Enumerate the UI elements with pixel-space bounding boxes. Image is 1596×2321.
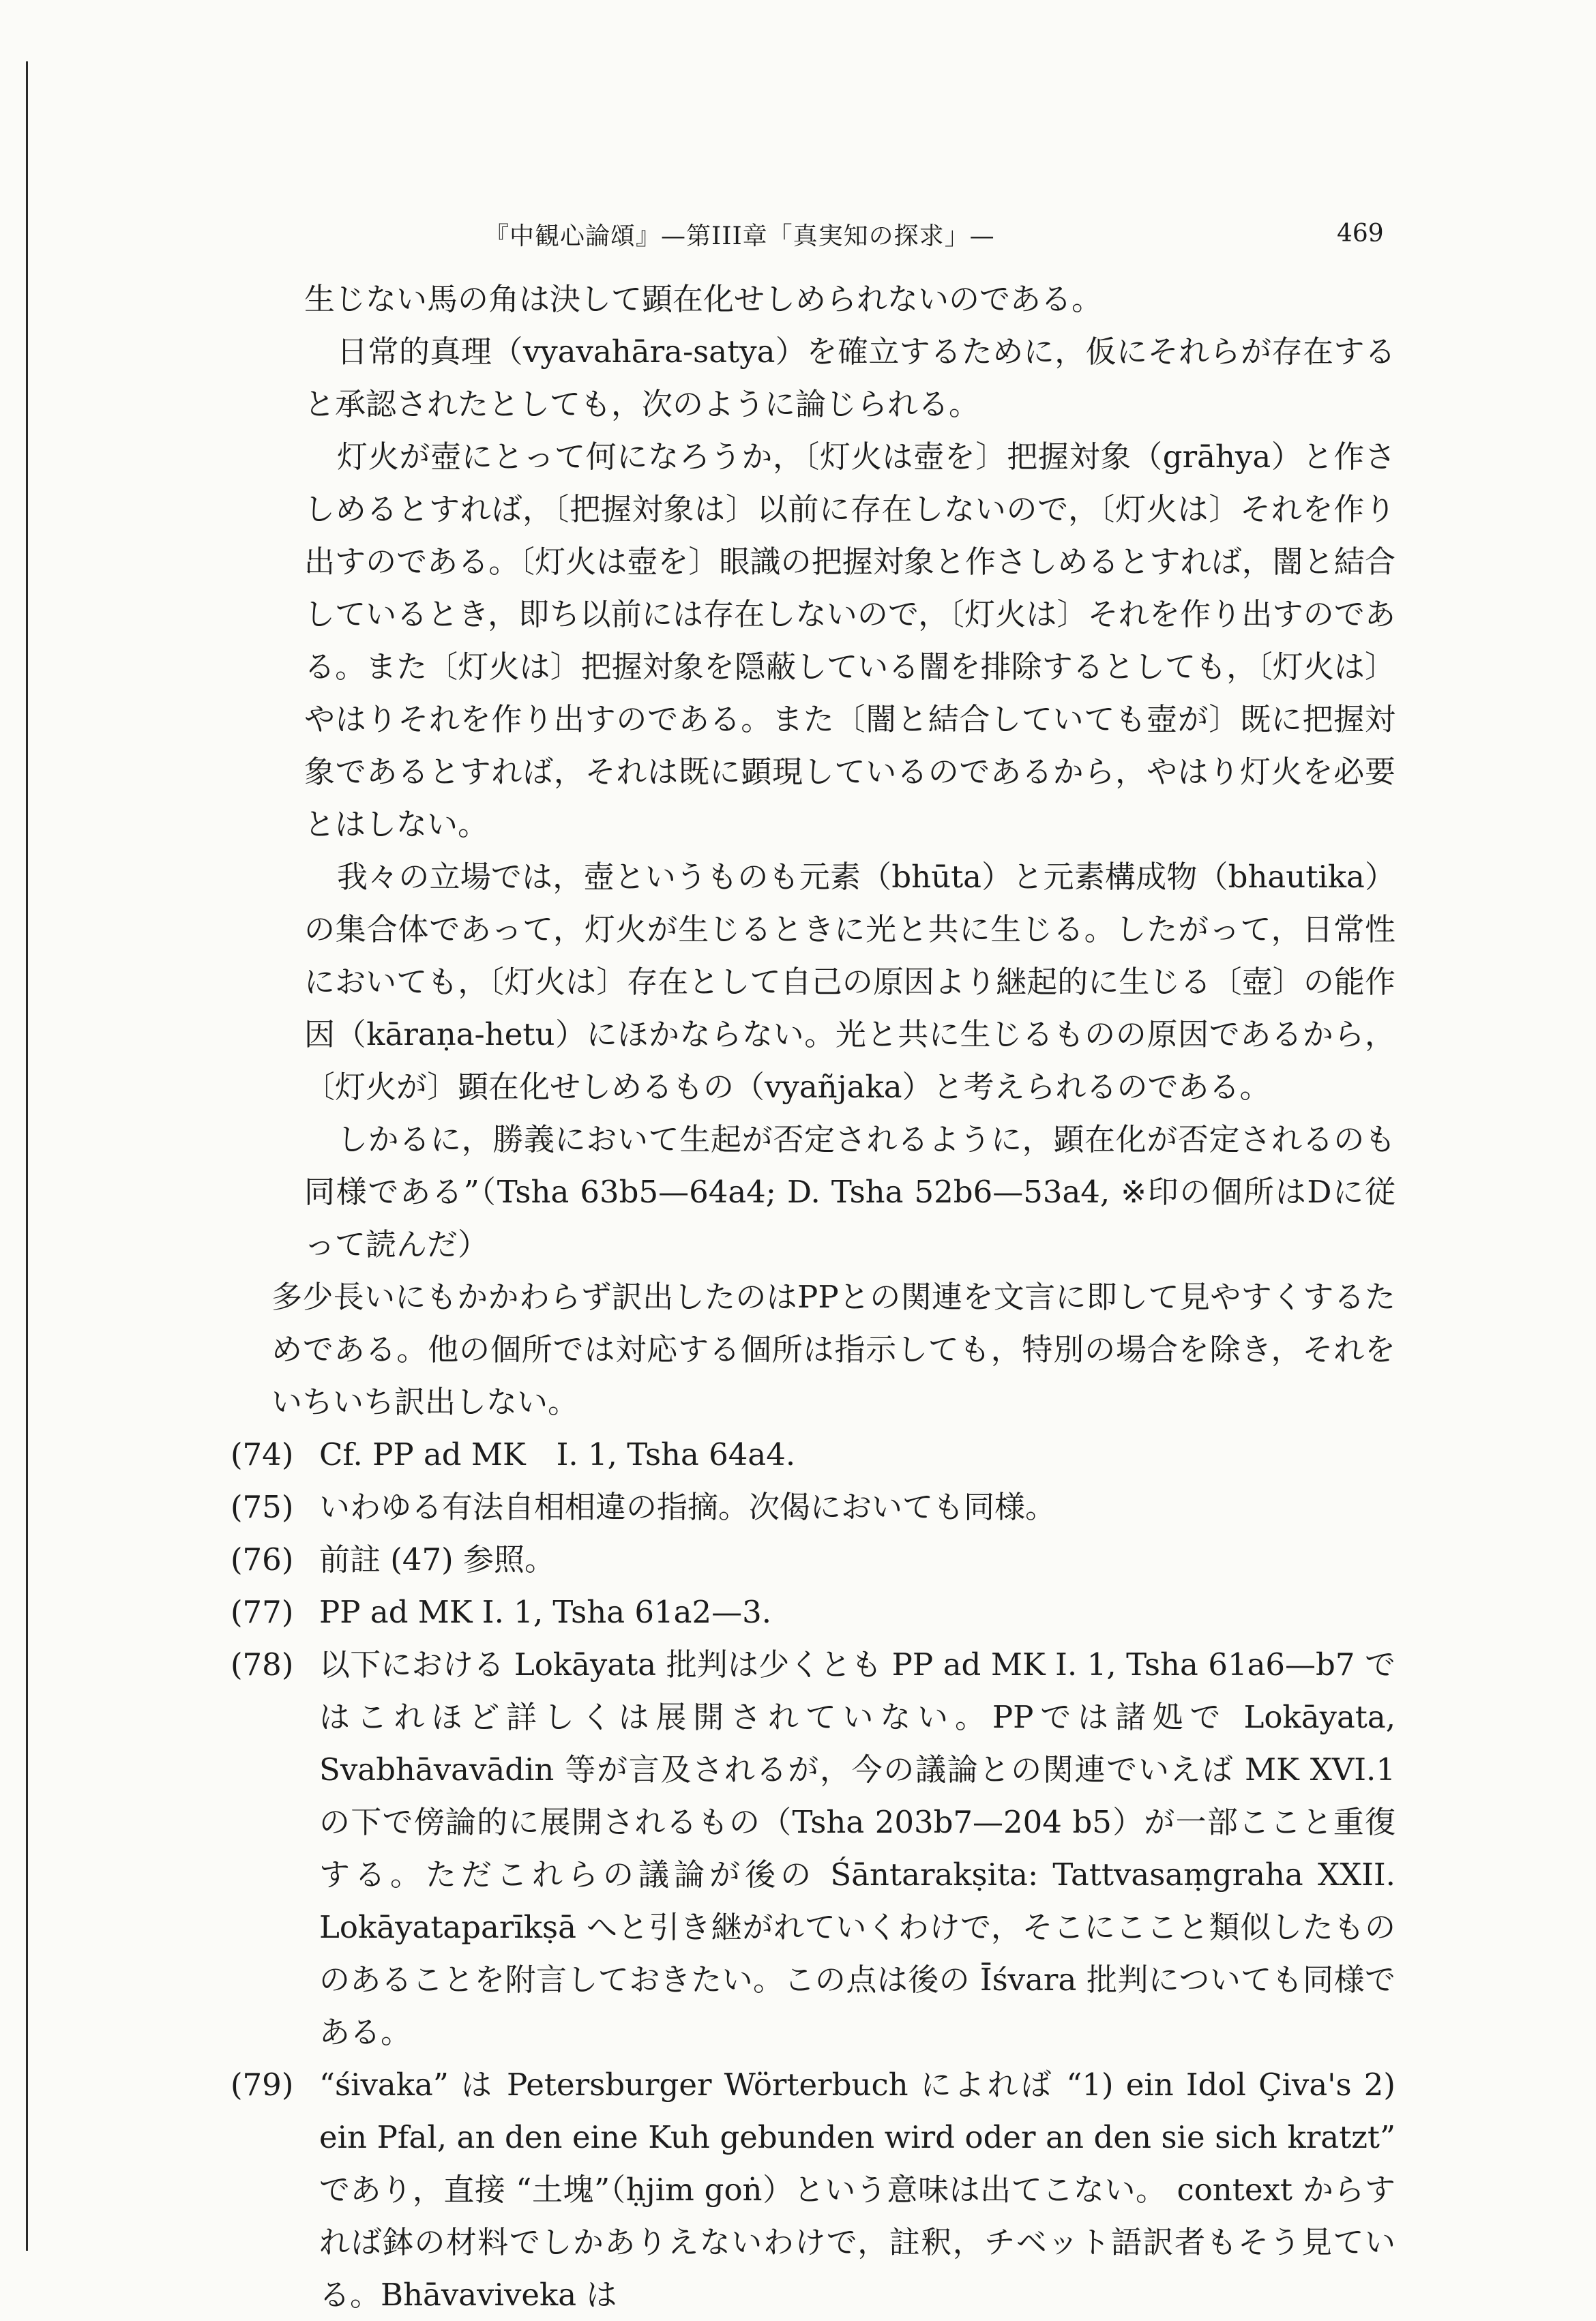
page-number: 469 bbox=[1337, 220, 1384, 248]
commentary-paragraph: 多少長いにもかかわらず訳出したのはPPとの関連を文言に即して見やすくするためである。他の個所では対応する個所は指示しても，特別の場合を除き，それをいちいち訳出しない。 bbox=[271, 1279, 1395, 1420]
quoted-translation bbox=[271, 273, 1395, 1271]
footnote-text: 以下における Lokāyata 批判は少くとも PP ad MK I. 1, Tsha 61a6—b7 ではこれほど詳しくは展開されていない。PPでは諸処で Lokāyata, Svabhāvavādin 等が言及されるが，今の議論との関連でいえば MK XVI.1 の下で傍論的に展開されるもの（Tsha 203b7—204 b5）が一部ここと重復する。ただこれらの議論が後の Śāntarakṣita: Tattvasaṃgraha XXII. Lokāyataparīkṣā へと引き継がれていくわけで，そこにここと類似したもののあることを附言しておきたい。この点は後の Īśvara 批判についても同様である。 bbox=[319, 1646, 1395, 2050]
footnotes bbox=[231, 1428, 1395, 2321]
running-title: 『中観心論頌』—第III章「真実知の探求」— bbox=[484, 222, 995, 250]
footnote-number: (79) bbox=[231, 2067, 294, 2103]
quote-paragraph-2: 日常的真理（vyavahāra-satya）を確立するために，仮にそれらが存在すると承認されたとしても，次のように論じられる。 bbox=[304, 334, 1395, 422]
footnote bbox=[231, 1638, 1395, 2058]
footnote bbox=[231, 2058, 1395, 2321]
footnote bbox=[231, 1533, 1395, 1586]
footnote-number: (77) bbox=[231, 1594, 294, 1630]
footnote-text: “śivaka” は Petersburger Wörterbuch によれば “1) ein Idol Çiva's 2) ein Pfal, an den eine Kuh gebunden wird oder an den sie sich kratzt” であり，直接 “土塊”（ḥjim goṅ）という意味は出てこない。 context からすれば鉢の材料でしかありえないわけで，註釈，チベット語訳者もそう見ている。Bhāvaviveka は bbox=[319, 2067, 1395, 2313]
quote-paragraph-3: 灯火が壺にとって何になろうか，〔灯火は壺を〕把握対象（grāhya）と作さしめるとすれば，〔把握対象は〕以前に存在しないので，〔灯火は〕それを作り出すのである。〔灯火は壺を〕眼識の把握対象と作さしめるとすれば，闇と結合しているとき，即ち以前には存在しないので，〔灯火は〕それを作り出すのである。また〔灯火は〕把握対象を隠蔽している闇を排除するとしても，〔灯火は〕やはりそれを作り出すのである。また〔闇と結合していても壺が〕既に把握対象であるとすれば，それは既に顕現しているのであるから，やはり灯火を必要とはしない。 bbox=[304, 439, 1395, 842]
footnote-text: いわゆる有法自相相違の指摘。次偈においても同様。 bbox=[319, 1489, 1056, 1525]
footnote-text: 前註 (47) 参照。 bbox=[319, 1541, 555, 1578]
footnote-number: (76) bbox=[231, 1541, 294, 1578]
page-body bbox=[231, 273, 1395, 2321]
footnote-number: (78) bbox=[231, 1646, 294, 1683]
footnote bbox=[231, 1481, 1395, 1533]
quote-paragraph-5: しかるに，勝義において生起が否定されるように，顕在化が否定されるのも同様である”（Tsha 63b5—64a4; D. Tsha 52b6—53a4, ※印の個所はDに従って読んだ） bbox=[304, 1121, 1395, 1262]
binding-edge-line bbox=[26, 61, 28, 2251]
footnote-text: Cf. PP ad MK I. 1, Tsha 64a4. bbox=[319, 1436, 796, 1473]
footnote bbox=[231, 1428, 1395, 1481]
quote-paragraph-1: 生じない馬の角は決して顕在化せしめられないのである。 bbox=[304, 281, 1103, 317]
quote-paragraph-4: 我々の立場では，壺というものも元素（bhūta）と元素構成物（bhautika）の集合体であって，灯火が生じるときに光と共に生じる。したがって，日常性においても，〔灯火は〕存在として自己の原因より継起的に生じる〔壺〕の能作因（kāraṇa-hetu）にほかならない。光と共に生じるものの原因であるから，〔灯火が〕顕在化せしめるもの（vyañjaka）と考えられるのである。 bbox=[304, 859, 1395, 1105]
footnote bbox=[231, 1586, 1395, 1638]
footnote-number: (74) bbox=[231, 1436, 294, 1473]
footnote-text: PP ad MK I. 1, Tsha 61a2—3. bbox=[319, 1594, 772, 1630]
footnote-number: (75) bbox=[231, 1489, 294, 1525]
